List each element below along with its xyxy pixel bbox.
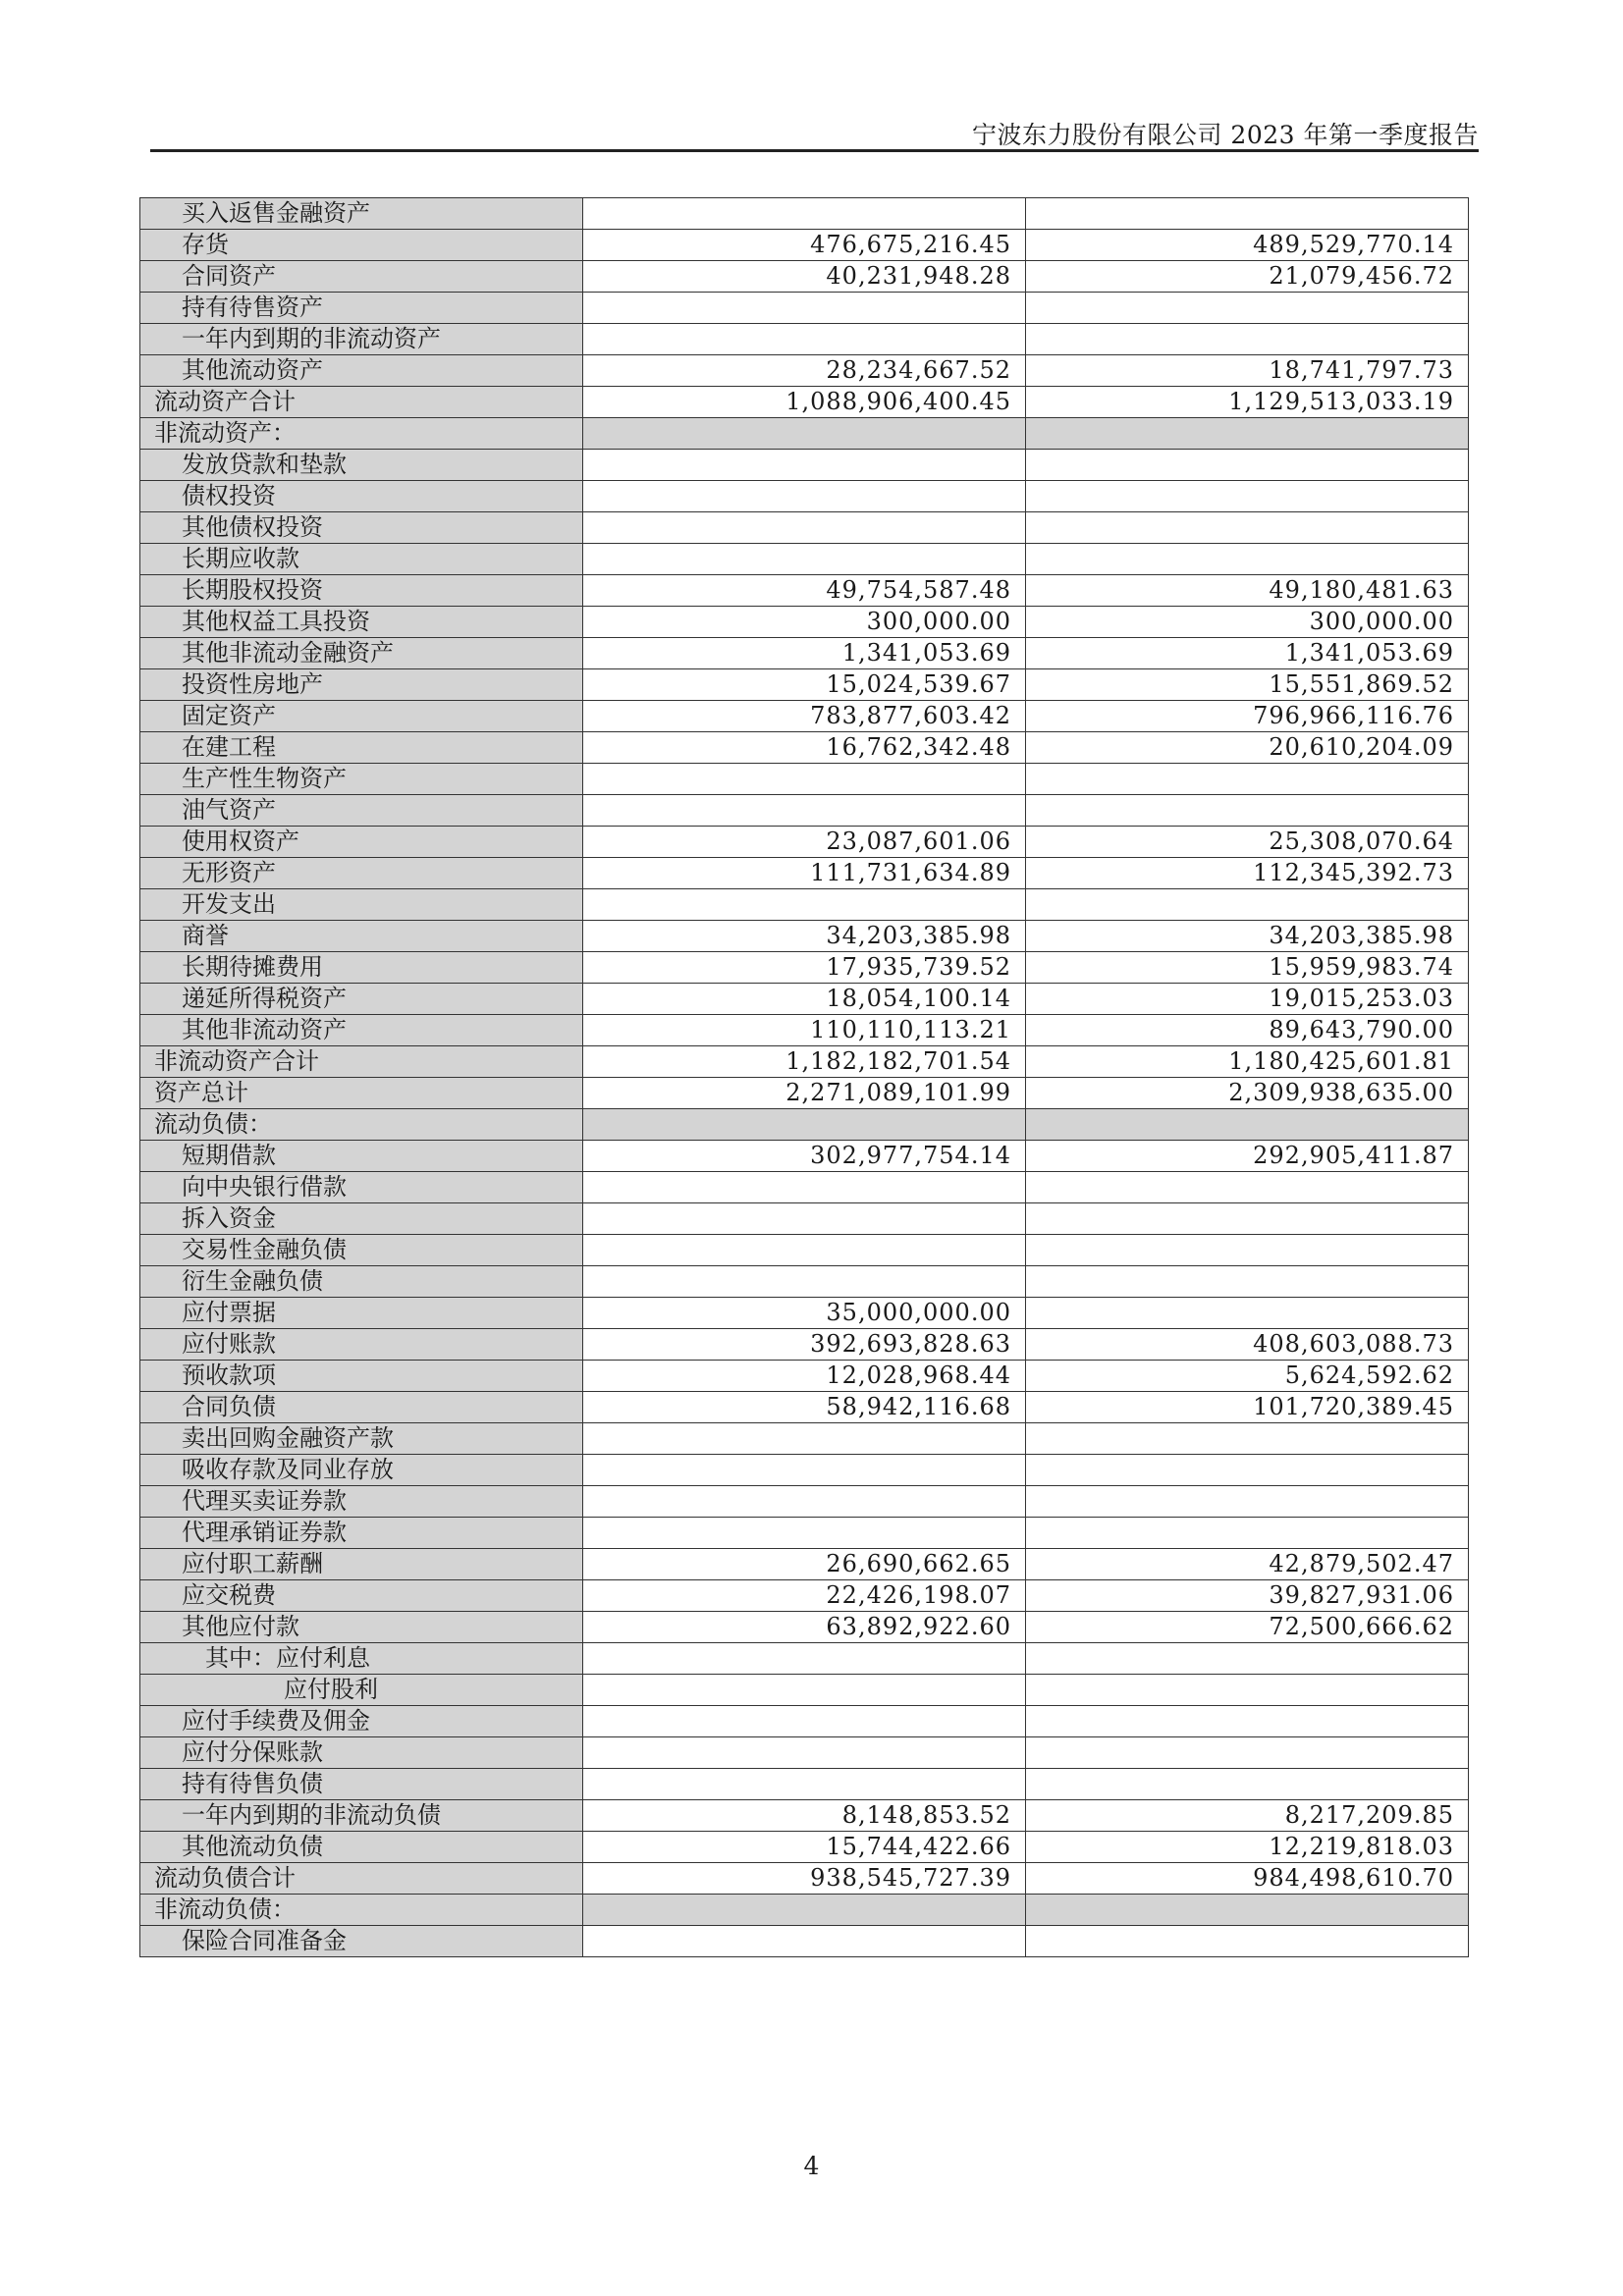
row-label: 预收款项: [140, 1361, 583, 1392]
table-row: [140, 1675, 1469, 1706]
value-period-end: 938,545,727.39: [583, 1863, 1026, 1895]
table-row: [140, 1423, 1469, 1455]
value-period-end: 110,110,113.21: [583, 1015, 1026, 1046]
value-period-end: 111,731,634.89: [583, 858, 1026, 889]
value-prior-year-end: 15,551,869.52: [1026, 669, 1469, 701]
value-period-end: 392,693,828.63: [583, 1329, 1026, 1361]
row-label: 保险合同准备金: [140, 1926, 583, 1957]
value-prior-year-end: 408,603,088.73: [1026, 1329, 1469, 1361]
row-label: 交易性金融负债: [140, 1235, 583, 1266]
row-label: 其他应付款: [140, 1612, 583, 1643]
value-prior-year-end: 18,741,797.73: [1026, 355, 1469, 387]
value-prior-year-end: [1026, 1926, 1469, 1957]
value-period-end: 22,426,198.07: [583, 1580, 1026, 1612]
row-label: 使用权资产: [140, 827, 583, 858]
value-period-end: 12,028,968.44: [583, 1361, 1026, 1392]
value-period-end: 783,877,603.42: [583, 701, 1026, 732]
value-period-end: 1,341,053.69: [583, 638, 1026, 669]
table-row: [140, 387, 1469, 418]
value-period-end: [583, 1235, 1026, 1266]
balance-sheet-table: [139, 197, 1469, 1957]
value-period-end: [583, 1423, 1026, 1455]
value-period-end: [583, 418, 1026, 450]
table-row: [140, 952, 1469, 984]
value-period-end: [583, 1203, 1026, 1235]
row-label: 一年内到期的非流动资产: [140, 324, 583, 355]
table-row: [140, 575, 1469, 607]
value-prior-year-end: [1026, 1737, 1469, 1769]
row-label: 应交税费: [140, 1580, 583, 1612]
value-period-end: 302,977,754.14: [583, 1141, 1026, 1172]
table-row: [140, 1486, 1469, 1518]
value-prior-year-end: [1026, 1109, 1469, 1141]
table-row: [140, 1329, 1469, 1361]
row-label: 其他非流动金融资产: [140, 638, 583, 669]
table-row: [140, 1078, 1469, 1109]
value-period-end: [583, 795, 1026, 827]
table-row: [140, 701, 1469, 732]
row-label: 长期股权投资: [140, 575, 583, 607]
value-period-end: 1,182,182,701.54: [583, 1046, 1026, 1078]
value-prior-year-end: [1026, 1675, 1469, 1706]
value-period-end: [583, 1266, 1026, 1298]
value-prior-year-end: 1,180,425,601.81: [1026, 1046, 1469, 1078]
table-row: [140, 198, 1469, 230]
value-period-end: [583, 1643, 1026, 1675]
row-label: 商誉: [140, 921, 583, 952]
table-row: [140, 1926, 1469, 1957]
value-prior-year-end: [1026, 1266, 1469, 1298]
row-label: 流动资产合计: [140, 387, 583, 418]
value-period-end: 476,675,216.45: [583, 230, 1026, 261]
row-label: 应付职工薪酬: [140, 1549, 583, 1580]
row-label: 应付分保账款: [140, 1737, 583, 1769]
row-label: 卖出回购金融资产款: [140, 1423, 583, 1455]
table-row: [140, 1392, 1469, 1423]
row-label: 其中：应付利息: [140, 1643, 583, 1675]
row-label: 非流动资产合计: [140, 1046, 583, 1078]
table-row: [140, 1549, 1469, 1580]
row-label: 油气资产: [140, 795, 583, 827]
value-prior-year-end: [1026, 1706, 1469, 1737]
row-label: 应付手续费及佣金: [140, 1706, 583, 1737]
row-label: 合同负债: [140, 1392, 583, 1423]
table-row: [140, 858, 1469, 889]
value-period-end: 40,231,948.28: [583, 261, 1026, 293]
value-period-end: 58,942,116.68: [583, 1392, 1026, 1423]
value-prior-year-end: 984,498,610.70: [1026, 1863, 1469, 1895]
value-prior-year-end: 20,610,204.09: [1026, 732, 1469, 764]
value-prior-year-end: 300,000.00: [1026, 607, 1469, 638]
row-label: 无形资产: [140, 858, 583, 889]
row-label: 代理买卖证券款: [140, 1486, 583, 1518]
value-prior-year-end: [1026, 1298, 1469, 1329]
row-label: 应付票据: [140, 1298, 583, 1329]
value-prior-year-end: 292,905,411.87: [1026, 1141, 1469, 1172]
row-label: 向中央银行借款: [140, 1172, 583, 1203]
row-label: 生产性生物资产: [140, 764, 583, 795]
value-prior-year-end: 5,624,592.62: [1026, 1361, 1469, 1392]
row-label: 资产总计: [140, 1078, 583, 1109]
table-row: [140, 481, 1469, 512]
value-period-end: [583, 1706, 1026, 1737]
value-period-end: 1,088,906,400.45: [583, 387, 1026, 418]
header-divider: [150, 149, 1479, 152]
table-row: [140, 1863, 1469, 1895]
value-prior-year-end: [1026, 1518, 1469, 1549]
row-label: 非流动负债：: [140, 1895, 583, 1926]
row-label: 应付账款: [140, 1329, 583, 1361]
row-label: 递延所得税资产: [140, 984, 583, 1015]
value-period-end: 17,935,739.52: [583, 952, 1026, 984]
table-row: [140, 732, 1469, 764]
report-header-title: 宁波东力股份有限公司 2023 年第一季度报告: [971, 121, 1479, 149]
value-prior-year-end: 796,966,116.76: [1026, 701, 1469, 732]
table-row: [140, 230, 1469, 261]
value-prior-year-end: [1026, 1172, 1469, 1203]
value-period-end: [583, 512, 1026, 544]
balance-sheet-body: [140, 198, 1469, 1957]
row-label: 长期应收款: [140, 544, 583, 575]
row-label: 持有待售负债: [140, 1769, 583, 1800]
row-label: 在建工程: [140, 732, 583, 764]
table-row: [140, 1769, 1469, 1800]
value-period-end: [583, 293, 1026, 324]
table-row: [140, 669, 1469, 701]
table-row: [140, 512, 1469, 544]
row-label: 短期借款: [140, 1141, 583, 1172]
table-row: [140, 1612, 1469, 1643]
row-label: 拆入资金: [140, 1203, 583, 1235]
table-row: [140, 1706, 1469, 1737]
value-period-end: [583, 198, 1026, 230]
value-prior-year-end: 34,203,385.98: [1026, 921, 1469, 952]
value-prior-year-end: 101,720,389.45: [1026, 1392, 1469, 1423]
value-period-end: [583, 481, 1026, 512]
value-prior-year-end: [1026, 1203, 1469, 1235]
value-period-end: [583, 1675, 1026, 1706]
value-prior-year-end: [1026, 324, 1469, 355]
value-period-end: [583, 1769, 1026, 1800]
value-prior-year-end: [1026, 512, 1469, 544]
table-row: [140, 1518, 1469, 1549]
table-row: [140, 1580, 1469, 1612]
row-label: 投资性房地产: [140, 669, 583, 701]
table-row: [140, 1895, 1469, 1926]
value-prior-year-end: [1026, 293, 1469, 324]
row-label: 流动负债合计: [140, 1863, 583, 1895]
value-period-end: 63,892,922.60: [583, 1612, 1026, 1643]
value-prior-year-end: 1,341,053.69: [1026, 638, 1469, 669]
value-prior-year-end: 72,500,666.62: [1026, 1612, 1469, 1643]
value-prior-year-end: 42,879,502.47: [1026, 1549, 1469, 1580]
value-prior-year-end: [1026, 1455, 1469, 1486]
value-period-end: 35,000,000.00: [583, 1298, 1026, 1329]
table-row: [140, 764, 1469, 795]
table-row: [140, 1046, 1469, 1078]
table-row: [140, 1643, 1469, 1675]
row-label: 一年内到期的非流动负债: [140, 1800, 583, 1832]
row-label: 其他非流动资产: [140, 1015, 583, 1046]
value-period-end: [583, 1109, 1026, 1141]
value-period-end: [583, 1455, 1026, 1486]
row-label: 持有待售资产: [140, 293, 583, 324]
value-period-end: [583, 450, 1026, 481]
value-prior-year-end: [1026, 418, 1469, 450]
value-period-end: [583, 889, 1026, 921]
table-row: [140, 1235, 1469, 1266]
value-period-end: [583, 1737, 1026, 1769]
value-period-end: 15,744,422.66: [583, 1832, 1026, 1863]
value-prior-year-end: 489,529,770.14: [1026, 230, 1469, 261]
value-prior-year-end: 8,217,209.85: [1026, 1800, 1469, 1832]
table-row: [140, 418, 1469, 450]
value-period-end: [583, 1895, 1026, 1926]
row-label: 其他权益工具投资: [140, 607, 583, 638]
table-row: [140, 450, 1469, 481]
value-prior-year-end: 112,345,392.73: [1026, 858, 1469, 889]
table-row: [140, 1203, 1469, 1235]
row-label: 存货: [140, 230, 583, 261]
row-label: 债权投资: [140, 481, 583, 512]
table-row: [140, 1015, 1469, 1046]
value-prior-year-end: [1026, 198, 1469, 230]
value-period-end: 26,690,662.65: [583, 1549, 1026, 1580]
value-prior-year-end: 39,827,931.06: [1026, 1580, 1469, 1612]
value-period-end: 16,762,342.48: [583, 732, 1026, 764]
value-period-end: 8,148,853.52: [583, 1800, 1026, 1832]
value-prior-year-end: [1026, 481, 1469, 512]
row-label: 吸收存款及同业存放: [140, 1455, 583, 1486]
table-row: [140, 1172, 1469, 1203]
value-prior-year-end: [1026, 1643, 1469, 1675]
table-row: [140, 1298, 1469, 1329]
value-prior-year-end: [1026, 795, 1469, 827]
value-prior-year-end: [1026, 889, 1469, 921]
value-prior-year-end: 21,079,456.72: [1026, 261, 1469, 293]
value-period-end: 18,054,100.14: [583, 984, 1026, 1015]
table-row: [140, 827, 1469, 858]
table-row: [140, 889, 1469, 921]
table-row: [140, 1737, 1469, 1769]
table-row: [140, 984, 1469, 1015]
value-prior-year-end: 15,959,983.74: [1026, 952, 1469, 984]
value-period-end: 34,203,385.98: [583, 921, 1026, 952]
value-prior-year-end: [1026, 1423, 1469, 1455]
table-row: [140, 607, 1469, 638]
value-period-end: [583, 544, 1026, 575]
value-period-end: [583, 324, 1026, 355]
table-row: [140, 293, 1469, 324]
row-label: 流动负债：: [140, 1109, 583, 1141]
row-label: 开发支出: [140, 889, 583, 921]
value-prior-year-end: 1,129,513,033.19: [1026, 387, 1469, 418]
row-label: 其他流动资产: [140, 355, 583, 387]
value-prior-year-end: [1026, 544, 1469, 575]
table-row: [140, 795, 1469, 827]
row-label: 其他流动负债: [140, 1832, 583, 1863]
table-row: [140, 1109, 1469, 1141]
value-prior-year-end: 19,015,253.03: [1026, 984, 1469, 1015]
value-prior-year-end: [1026, 1486, 1469, 1518]
value-period-end: 49,754,587.48: [583, 575, 1026, 607]
value-period-end: 15,024,539.67: [583, 669, 1026, 701]
row-label: 长期待摊费用: [140, 952, 583, 984]
table-row: [140, 355, 1469, 387]
value-prior-year-end: [1026, 1769, 1469, 1800]
row-label: 发放贷款和垫款: [140, 450, 583, 481]
table-row: [140, 1455, 1469, 1486]
value-period-end: [583, 1926, 1026, 1957]
table-row: [140, 261, 1469, 293]
value-period-end: 23,087,601.06: [583, 827, 1026, 858]
row-label: 代理承销证券款: [140, 1518, 583, 1549]
value-period-end: [583, 764, 1026, 795]
value-period-end: [583, 1486, 1026, 1518]
row-label: 衍生金融负债: [140, 1266, 583, 1298]
row-label: 买入返售金融资产: [140, 198, 583, 230]
value-prior-year-end: 49,180,481.63: [1026, 575, 1469, 607]
row-label: 非流动资产：: [140, 418, 583, 450]
value-prior-year-end: 2,309,938,635.00: [1026, 1078, 1469, 1109]
row-label: 固定资产: [140, 701, 583, 732]
value-prior-year-end: 12,219,818.03: [1026, 1832, 1469, 1863]
value-prior-year-end: 25,308,070.64: [1026, 827, 1469, 858]
table-row: [140, 1361, 1469, 1392]
value-period-end: 300,000.00: [583, 607, 1026, 638]
value-prior-year-end: [1026, 1895, 1469, 1926]
table-row: [140, 1266, 1469, 1298]
row-label: 合同资产: [140, 261, 583, 293]
table-row: [140, 638, 1469, 669]
value-period-end: [583, 1518, 1026, 1549]
value-period-end: 28,234,667.52: [583, 355, 1026, 387]
table-row: [140, 1141, 1469, 1172]
table-row: [140, 544, 1469, 575]
value-prior-year-end: [1026, 1235, 1469, 1266]
row-label: 应付股利: [140, 1675, 583, 1706]
page-number: 4: [803, 2152, 820, 2180]
value-prior-year-end: [1026, 450, 1469, 481]
table-row: [140, 921, 1469, 952]
table-row: [140, 1800, 1469, 1832]
row-label: 其他债权投资: [140, 512, 583, 544]
value-period-end: 2,271,089,101.99: [583, 1078, 1026, 1109]
table-row: [140, 1832, 1469, 1863]
value-prior-year-end: [1026, 764, 1469, 795]
table-row: [140, 324, 1469, 355]
value-prior-year-end: 89,643,790.00: [1026, 1015, 1469, 1046]
value-period-end: [583, 1172, 1026, 1203]
